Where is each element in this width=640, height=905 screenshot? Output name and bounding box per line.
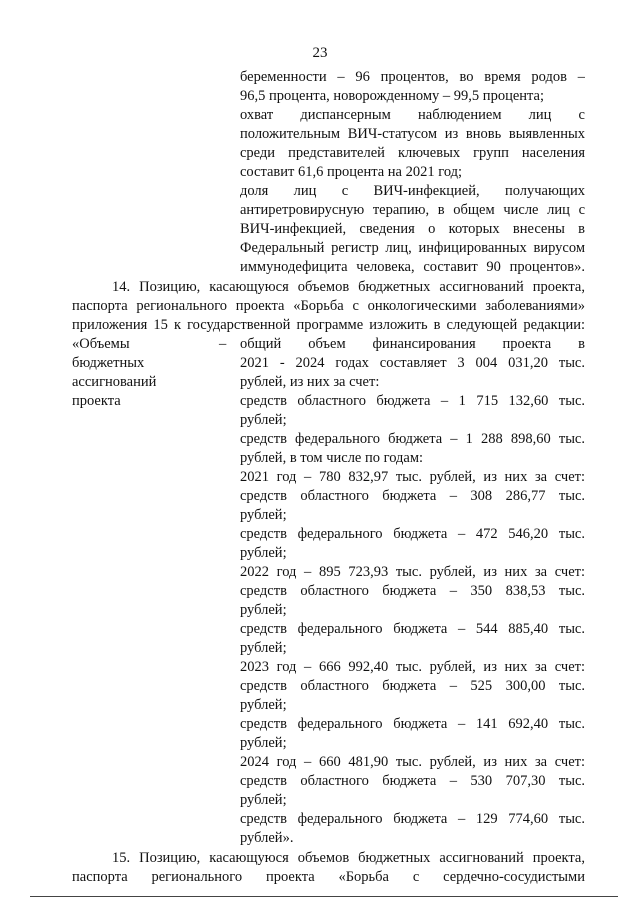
financing-line: рублей;: [240, 507, 287, 523]
financing-line: рублей;: [240, 412, 287, 428]
financing-line: средств федерального бюджета – 129 774,60 тыс.: [240, 811, 585, 827]
financing-line: рублей;: [240, 697, 287, 713]
financing-line: средств областного бюджета – 530 707,30 тыс.: [240, 773, 585, 789]
financing-line: средств федерального бюджета – 141 692,40 тыс.: [240, 716, 585, 732]
bottom-rule: [30, 896, 618, 897]
text-line: среди представителей ключевых групп населения: [240, 145, 585, 161]
text-line: беременности – 96 процентов, во время родов –: [240, 69, 585, 85]
text-line: составит 61,6 процента на 2021 год;: [240, 164, 463, 180]
paragraph-15-line: 15. Позицию, касающуюся объемов бюджетных ассигнований проекта,: [112, 850, 585, 866]
text-line: охват диспансерным наблюдением лиц с: [240, 107, 585, 123]
financing-line: 2021 год – 780 832,97 тыс. рублей, из них за счет:: [240, 469, 585, 485]
left-label-line: проекта: [72, 393, 121, 409]
financing-line: средств федерального бюджета – 544 885,40 тыс.: [240, 621, 585, 637]
text-line: Федеральный регистр лиц, инфицированных вирусом: [240, 240, 585, 256]
paragraph-14-line: 14. Позицию, касающуюся объемов бюджетных ассигнований проекта,: [112, 279, 585, 295]
paragraph-14-line: приложения 15 к государственной программе изложить в следующей редакции:: [72, 317, 585, 333]
financing-line: 2021 - 2024 годах составляет 3 004 031,20 тыс.: [240, 355, 585, 371]
paragraph-15-line: паспорта регионального проекта «Борьба с сердечно-сосудистыми: [72, 869, 585, 885]
label-dash: –: [219, 336, 227, 352]
financing-line: средств областного бюджета – 350 838,53 тыс.: [240, 583, 585, 599]
financing-line: рублей, в том числе по годам:: [240, 450, 424, 466]
left-label-line: «Объемы: [72, 336, 130, 352]
financing-line: рублей, из них за счет:: [240, 374, 380, 390]
financing-line: 2024 год – 660 481,90 тыс. рублей, из них за счет:: [240, 754, 585, 770]
financing-line: 2023 год – 666 992,40 тыс. рублей, из них за счет:: [240, 659, 585, 675]
page-number: 23: [312, 45, 328, 61]
text-line: положительным ВИЧ-статусом из вновь выявленных: [240, 126, 585, 142]
financing-line: 2022 год – 895 723,93 тыс. рублей, из них за счет:: [240, 564, 585, 580]
left-label-line: бюджетных: [72, 355, 145, 371]
financing-line: средств областного бюджета – 525 300,00 тыс.: [240, 678, 585, 694]
financing-line: средств федерального бюджета – 1 288 898,60 тыс.: [240, 431, 585, 447]
text-line: антиретровирусную терапию, в общем числе лиц с: [240, 202, 585, 218]
text-line: 96,5 процента, новорожденному – 99,5 процента;: [240, 88, 545, 104]
financing-line: средств федерального бюджета – 472 546,20 тыс.: [240, 526, 585, 542]
text-line: доля лиц с ВИЧ-инфекцией, получающих: [240, 183, 585, 199]
paragraph-14-line: паспорта регионального проекта «Борьба с онкологическими заболеваниями»: [72, 298, 585, 314]
financing-line: рублей;: [240, 545, 287, 561]
financing-line: рублей;: [240, 792, 287, 808]
financing-line: рублей;: [240, 602, 287, 618]
text-line: ВИЧ-инфекцией, сведения о которых внесены в: [240, 221, 585, 237]
financing-line: рублей».: [240, 830, 294, 846]
financing-line: средств областного бюджета – 1 715 132,60 тыс.: [240, 393, 585, 409]
left-label-line: ассигнований: [72, 374, 157, 390]
text-line: иммунодефицита человека, составит 90 процентов».: [240, 259, 585, 275]
financing-line: общий объем финансирования проекта в: [240, 336, 585, 352]
financing-line: рублей;: [240, 640, 287, 656]
financing-line: рублей;: [240, 735, 287, 751]
financing-line: средств областного бюджета – 308 286,77 тыс.: [240, 488, 585, 504]
